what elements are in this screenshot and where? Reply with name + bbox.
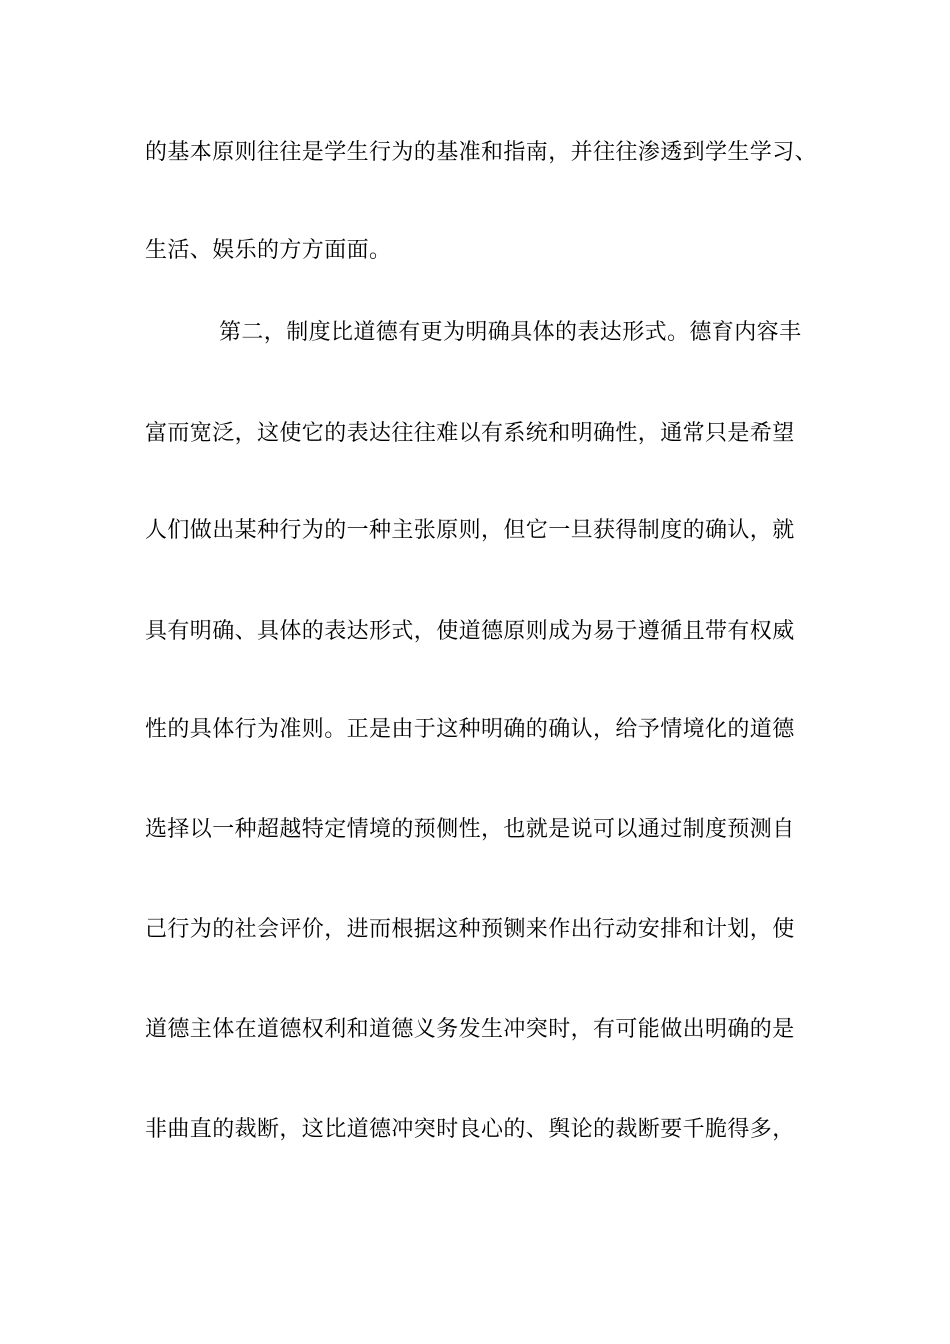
text-line-2: 生活、娱乐的方方面面。: [145, 238, 392, 263]
text-line-4: 富而宽泛，这使它的表达往往难以有系统和明确性，通常只是希望: [145, 421, 795, 446]
text-line-1: 的基本原则往往是学生行为的基准和指南，并往往渗透到学生学习、: [145, 140, 818, 165]
text-line-3-paragraph-start: 第二，制度比道德有更为明确具体的表达形式。德育内容丰: [219, 320, 802, 345]
text-line-9: 己行为的社会评价，进而根据这种预铡来作出行动安排和计划，使: [145, 917, 795, 942]
text-line-7: 性的具体行为准则。正是由于这种明确的确认，给予情境化的道德: [145, 717, 795, 742]
text-line-10: 道德主体在道德权利和道德义务发生冲突时，有可能做出明确的是: [145, 1017, 795, 1042]
text-line-6: 具有明确、具体的表达形式，使道德原则成为易于遵循且带有权威: [145, 619, 795, 644]
text-line-8: 选择以一种超越特定情境的预侧性，也就是说可以通过制度预测自: [145, 817, 795, 842]
text-line-5: 人们做出某种行为的一种主张原则，但它一旦获得制度的确认，就: [145, 518, 795, 543]
text-line-11: 非曲直的裁断，这比道德冲突时良心的、舆论的裁断要千脆得多，: [145, 1117, 795, 1142]
